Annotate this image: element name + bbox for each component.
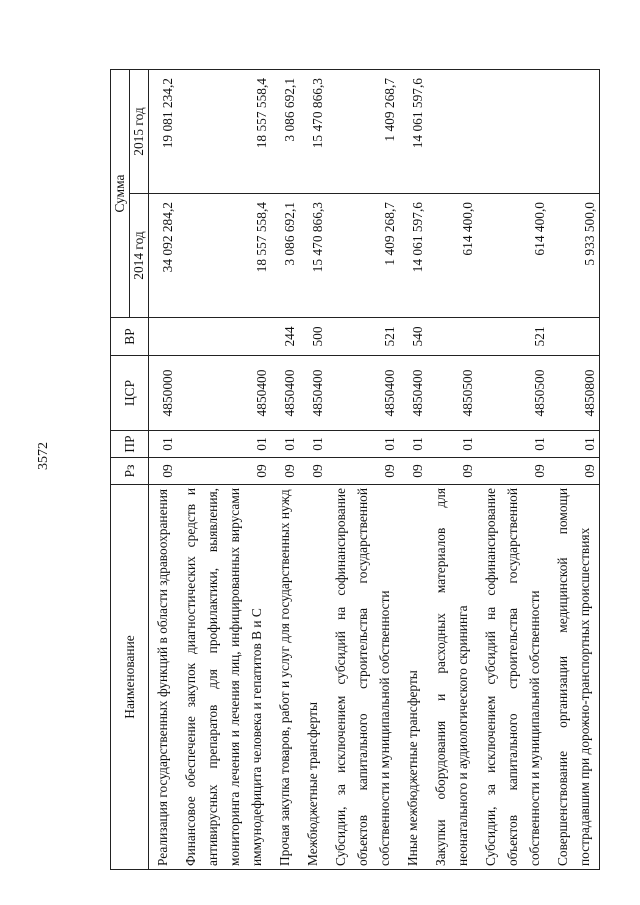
row-2015: 3 086 692,1 [271, 69, 299, 193]
row-csr: 4850000 [149, 356, 178, 431]
row-2015: 14 061 597,6 [399, 69, 427, 193]
row-2014: 14 061 597,6 [399, 194, 427, 318]
row-csr: 4850800 [549, 356, 600, 431]
row-name: Финансовое обеспечение закупок диагностических средств и антивирусных препаратов для профилактики, выявления, мониторинга лечения и лечения лиц, инфицированных вирусами иммунодефицита человека и гепатитов В и С [177, 485, 271, 870]
row-vr [149, 318, 178, 356]
row-vr: 521 [327, 318, 399, 356]
page-number: 3572 [36, 442, 51, 470]
row-csr: 4850400 [299, 356, 327, 431]
table-row [399, 69, 427, 869]
row-pr: 01 [477, 431, 549, 458]
header-pr: ПР [111, 431, 149, 458]
table-row [299, 69, 327, 869]
budget-table [110, 69, 600, 870]
header-2014: 2014 год [130, 194, 149, 318]
header-vr: ВР [111, 318, 149, 356]
row-pr: 01 [399, 431, 427, 458]
row-2014: 15 470 866,3 [299, 194, 327, 318]
row-2014: 3 086 692,1 [271, 194, 299, 318]
row-2015: 15 470 866,3 [299, 69, 327, 193]
row-2014: 5 933 500,0 [549, 194, 600, 318]
row-2014: 614 400,0 [477, 194, 549, 318]
table-row [177, 69, 271, 869]
row-vr [549, 318, 600, 356]
header-csr: ЦСР [111, 356, 149, 431]
row-rz: 09 [149, 458, 178, 485]
row-vr [177, 318, 271, 356]
row-pr: 01 [149, 431, 178, 458]
row-csr: 4850400 [177, 356, 271, 431]
row-vr: 244 [271, 318, 299, 356]
row-vr: 521 [477, 318, 549, 356]
row-pr: 01 [271, 431, 299, 458]
table-row [271, 69, 299, 869]
row-2015 [477, 69, 549, 193]
row-2014: 1 409 268,7 [327, 194, 399, 318]
row-vr [427, 318, 477, 356]
row-2014: 18 557 558,4 [177, 194, 271, 318]
row-2015: 1 409 268,7 [327, 69, 399, 193]
table-row [149, 69, 178, 869]
row-2015: 19 081 234,2 [149, 69, 178, 193]
row-csr: 4850500 [477, 356, 549, 431]
row-vr: 500 [299, 318, 327, 356]
header-sum: Сумма [111, 69, 130, 317]
table-row [327, 69, 399, 869]
row-pr: 01 [327, 431, 399, 458]
header-name: Наименование [111, 485, 149, 870]
row-name: Закупки оборудования и расходных материалов для неонатального и аудиологического скрининга [427, 485, 477, 870]
row-pr: 01 [299, 431, 327, 458]
rotated-page-content [110, 70, 610, 870]
row-2015: 18 557 558,4 [177, 69, 271, 193]
row-2015 [427, 69, 477, 193]
row-pr: 01 [177, 431, 271, 458]
row-2014: 614 400,0 [427, 194, 477, 318]
row-rz: 09 [299, 458, 327, 485]
header-rz: Рз [111, 458, 149, 485]
header-2015: 2015 год [130, 69, 149, 193]
row-2014: 34 092 284,2 [149, 194, 178, 318]
row-pr: 01 [549, 431, 600, 458]
row-name: Субсидии, за исключением субсидий на софинансирование объектов капитального строительства государственной собственности и муниципальной собственности [477, 485, 549, 870]
table-row [427, 69, 477, 869]
row-csr: 4850400 [399, 356, 427, 431]
row-rz: 09 [477, 458, 549, 485]
row-rz: 09 [177, 458, 271, 485]
row-rz: 09 [327, 458, 399, 485]
row-name: Прочая закупка товаров, работ и услуг для государственных нужд [271, 485, 299, 870]
row-2015 [549, 69, 600, 193]
row-pr: 01 [427, 431, 477, 458]
row-rz: 09 [399, 458, 427, 485]
row-csr: 4850400 [327, 356, 399, 431]
row-name: Иные межбюджетные трансферты [399, 485, 427, 870]
table-row [549, 69, 600, 869]
row-rz: 09 [271, 458, 299, 485]
table-row [477, 69, 549, 869]
row-rz: 09 [427, 458, 477, 485]
row-name: Межбюджетные трансферты [299, 485, 327, 870]
row-vr: 540 [399, 318, 427, 356]
row-rz: 09 [549, 458, 600, 485]
row-name: Совершенствование организации медицинской помощи пострадавшим при дорожно-транспортных происшествиях [549, 485, 600, 870]
row-csr: 4850500 [427, 356, 477, 431]
row-name: Субсидии, за исключением субсидий на софинансирование объектов капитального строительства государственной собственности и муниципальной собственности [327, 485, 399, 870]
row-name: Реализация государственных функций в области здравоохранения [149, 485, 178, 870]
row-csr: 4850400 [271, 356, 299, 431]
